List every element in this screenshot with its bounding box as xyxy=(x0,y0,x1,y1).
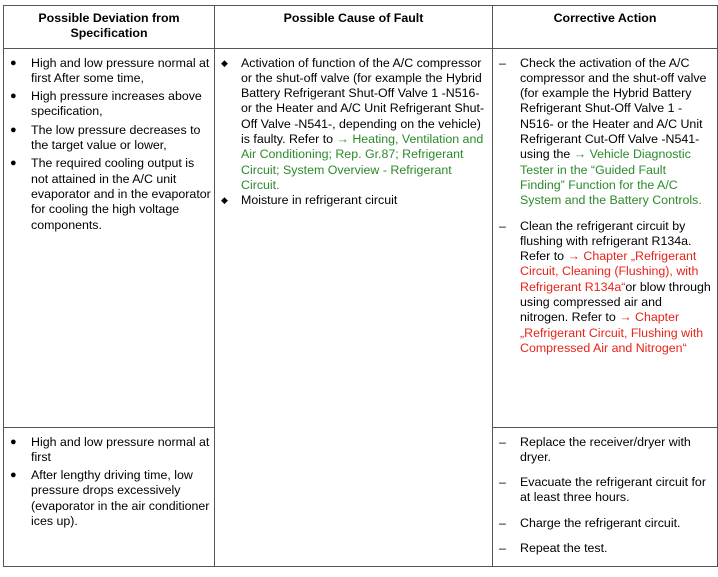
bullet-icon: ● xyxy=(10,469,17,482)
fault-table xyxy=(3,5,718,567)
dash-icon: – xyxy=(499,434,506,449)
list-item: ● High and low pressure normal at first xyxy=(10,434,210,464)
bullet-icon: ● xyxy=(10,435,17,448)
dash-icon: – xyxy=(499,515,506,530)
dash-icon: – xyxy=(499,218,506,233)
list-item: – Replace the receiver/dryer with dryer. xyxy=(499,434,691,464)
action-cell xyxy=(493,427,718,567)
dash-icon: – xyxy=(499,475,506,490)
list-item: ● High and low pressure normal at first After some time, xyxy=(10,55,210,85)
header-cause: Possible Cause of Fault xyxy=(215,6,493,49)
list-item: ◆ Moisture in refrigerant circuit xyxy=(221,193,398,208)
list-item: ● High pressure increases above specification, xyxy=(10,89,202,119)
cause-cell xyxy=(215,48,493,567)
list-item: – Repeat the test. xyxy=(499,541,608,556)
deviation-cell xyxy=(4,48,215,427)
link-heating-ventilation[interactable]: → Heating, Ventilation and Air Conditioning; Rep. Gr.87; Refrigerant Circuit; System Overview - Refrigerant Circuit xyxy=(241,132,484,192)
list-item: ● After lengthy driving time, low pressure drops excessively (evaporator in the air conditioner ices up). xyxy=(10,468,210,529)
header-action: Corrective Action xyxy=(493,6,718,49)
deviation-cell xyxy=(4,427,215,567)
link-chapter-cleaning[interactable]: → Chapter „Refrigerant Circuit, Cleaning (Flushing), with Refrigerant R134a“ xyxy=(520,249,699,294)
list-item: – Evacuate the refrigerant circuit for at least three hours. xyxy=(499,475,706,505)
bullet-icon: ● xyxy=(10,56,17,69)
bullet-icon: ● xyxy=(10,157,17,170)
diamond-icon: ◆ xyxy=(221,195,228,206)
link-chapter-flushing[interactable]: → Chapter „Refrigerant Circuit, Flushing with Compressed Air and Nitrogen“ xyxy=(520,310,704,355)
list-item: ● The low pressure decreases to the target value or lower, xyxy=(10,122,201,153)
dash-icon: – xyxy=(499,55,506,70)
dash-icon: – xyxy=(499,541,506,556)
table-row xyxy=(4,48,718,427)
action-cell xyxy=(493,48,718,427)
list-item: – Clean the refrigerant circuit by flushing with refrigerant R134a. Refer to → Chapter „Refrigerant Circuit, Cleaning (Flushing), with Refrigerant R134a“or blow through using compressed air and nitrogen. Refer to → Chapter „Refrigerant Circuit, Flushing with Compressed Air and Nitrogen“ xyxy=(499,218,711,355)
list-item: ◆ Activation of function of the A/C compressor or the shut-off valve (for example the Hybrid Battery Refrigerant Shut-Off Valve 1 -N516- or the Heater and A/C Unit Refrigerant Shut-Off Valve -N541-, depending on the vehicle) is faulty. Refer to → Heating, Ventilation and Air Conditioning; Rep. Gr.87; Refrigerant Circuit; System Overview - Refrigerant Circuit. xyxy=(221,55,485,192)
bullet-icon: ● xyxy=(10,90,17,103)
header-row xyxy=(4,6,718,49)
list-item: – Charge the refrigerant circuit. xyxy=(499,515,681,530)
list-item: – Check the activation of the A/C compressor and the shut-off valve (for example the Hybrid Battery Refrigerant Shut-Off Valve 1 -N516- or the Heater and A/C Unit Refrigerant Cut-Off Valve -N541- using the → Vehicle Diagnostic Tester in the “Guided Fault Finding” Function for the A/C System and the Battery Controls. xyxy=(499,55,707,208)
list-item: ● The required cooling output is not attained in the A/C unit evaporator and in the evaporator for cooling the high voltage components. xyxy=(10,156,211,232)
bullet-icon: ● xyxy=(10,123,17,136)
header-deviation: Possible Deviation from Specification xyxy=(4,6,215,49)
diamond-icon: ◆ xyxy=(221,57,228,68)
link-vehicle-diagnostic-tester[interactable]: → Vehicle Diagnostic Tester in the “Guided Fault Finding” Function for the A/C System and the Battery Controls xyxy=(520,147,699,208)
